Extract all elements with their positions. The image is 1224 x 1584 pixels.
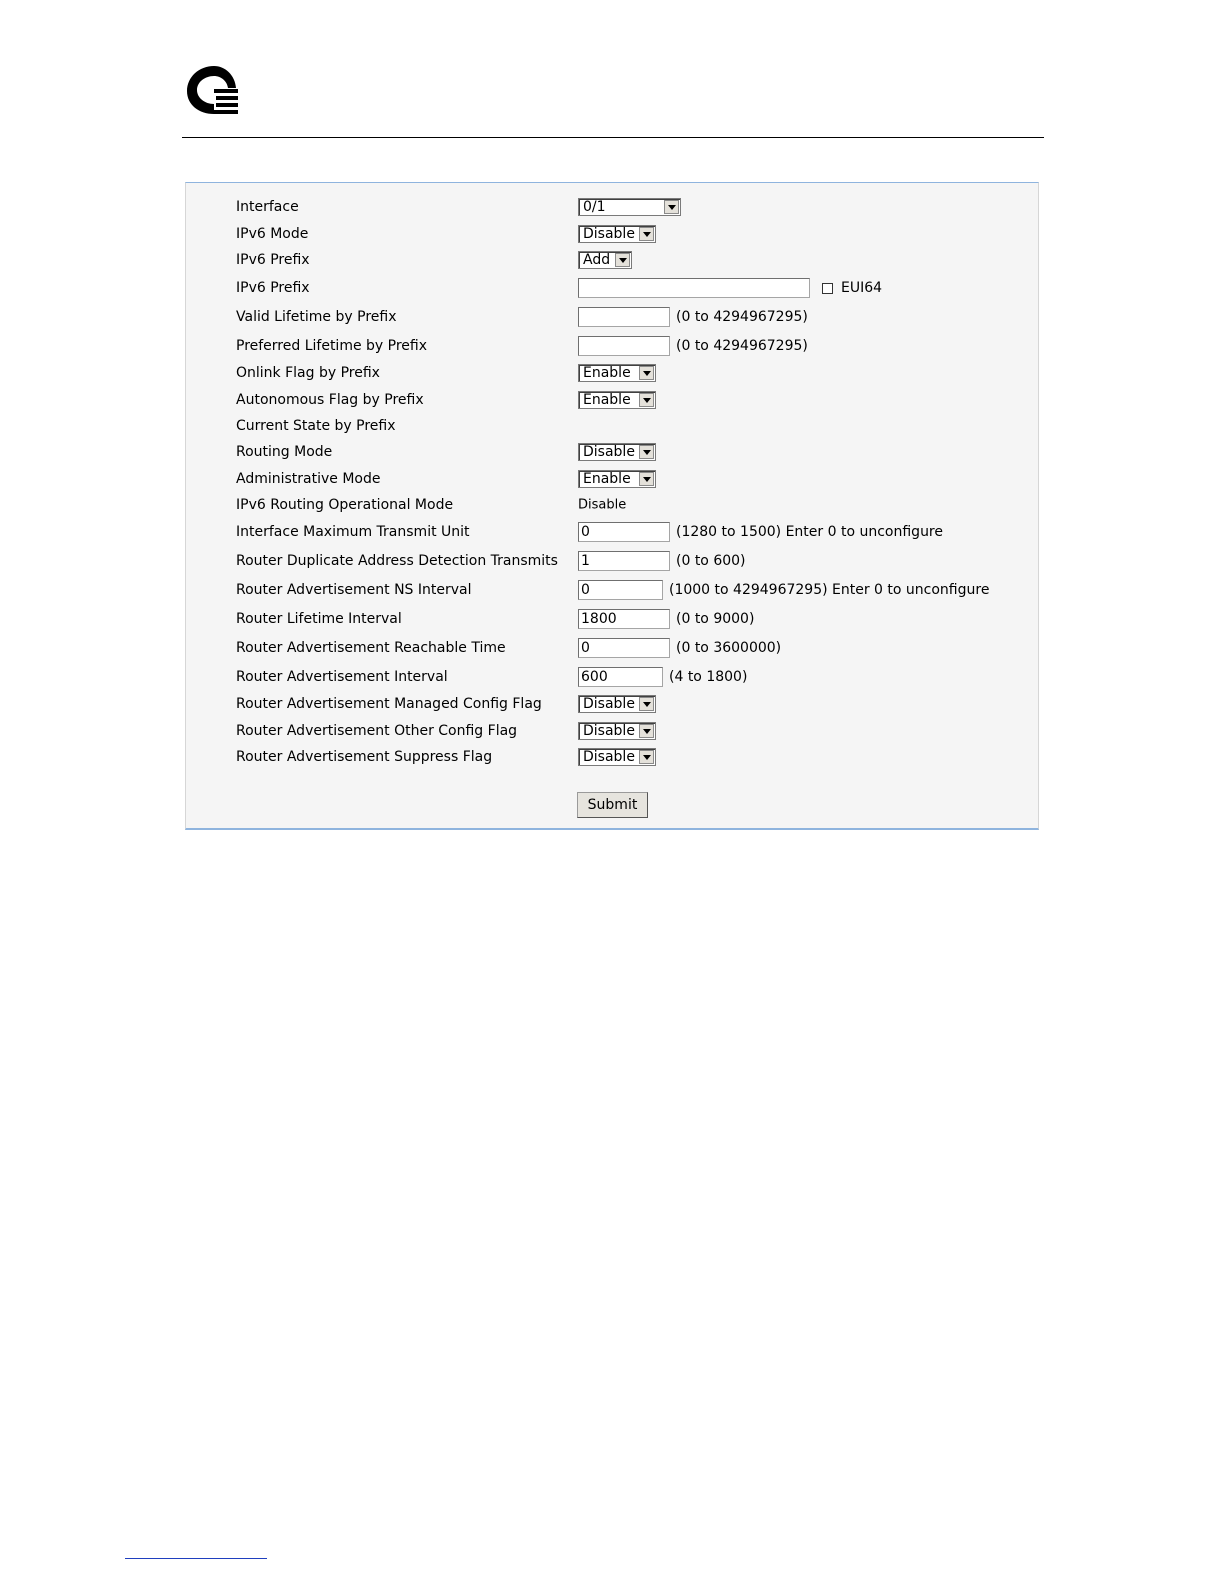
ra-interval-input[interactable] <box>578 667 663 687</box>
lifetime-interval-hint: (0 to 9000) <box>676 611 755 627</box>
reachable-time-hint: (0 to 3600000) <box>676 640 782 656</box>
chevron-down-icon[interactable] <box>639 445 654 459</box>
autonomous-flag-select[interactable] <box>578 391 656 409</box>
chevron-down-icon[interactable] <box>639 227 654 241</box>
row-preferred-lifetime <box>186 333 1038 359</box>
routing-mode-select[interactable] <box>578 443 656 461</box>
row-suppress-flag <box>186 744 1038 770</box>
managed-flag-label: Router Advertisement Managed Config Flag <box>236 696 542 712</box>
row-ipv6-prefix-action <box>186 247 1038 273</box>
routing-mode-select-value: Disable <box>583 444 635 460</box>
suppress-flag-select-value: Disable <box>583 749 635 765</box>
other-flag-label: Router Advertisement Other Config Flag <box>236 723 518 739</box>
row-operational-mode <box>186 492 1038 518</box>
preferred-lifetime-input[interactable] <box>578 336 670 356</box>
row-mtu <box>186 519 1038 545</box>
ipv6-prefix-input[interactable] <box>578 278 810 298</box>
ns-interval-input[interactable] <box>578 580 663 600</box>
admin-mode-label: Administrative Mode <box>236 471 381 487</box>
mtu-input[interactable] <box>578 522 670 542</box>
lifetime-interval-input[interactable] <box>578 609 670 629</box>
ipv6-mode-select-value: Disable <box>583 226 635 242</box>
reachable-time-input[interactable] <box>578 638 670 658</box>
header-divider <box>182 137 1044 138</box>
ra-interval-label: Router Advertisement Interval <box>236 669 448 685</box>
routing-mode-label: Routing Mode <box>236 444 333 460</box>
chevron-down-icon[interactable] <box>639 724 654 738</box>
other-flag-select[interactable] <box>578 722 656 740</box>
interface-select[interactable] <box>578 198 681 216</box>
row-other-flag <box>186 718 1038 744</box>
ipv6-prefix-action-select[interactable] <box>578 251 632 269</box>
admin-mode-select[interactable] <box>578 470 656 488</box>
row-onlink-flag <box>186 360 1038 386</box>
preferred-lifetime-label: Preferred Lifetime by Prefix <box>236 338 428 354</box>
interface-select-value: 0/1 <box>583 199 606 215</box>
ipv6-prefix-action-select-value: Add <box>583 252 611 268</box>
ipv6-mode-label: IPv6 Mode <box>236 226 309 242</box>
eui64-checkbox[interactable] <box>822 283 833 294</box>
row-current-state <box>186 413 1038 439</box>
operational-mode-label: IPv6 Routing Operational Mode <box>236 497 454 513</box>
ipv6-interface-config-form <box>185 182 1039 830</box>
autonomous-flag-label: Autonomous Flag by Prefix <box>236 392 424 408</box>
ipv6-prefix-action-label: IPv6 Prefix <box>236 252 310 268</box>
row-routing-mode <box>186 439 1038 465</box>
footer-link-underline <box>125 1558 267 1559</box>
ns-interval-label: Router Advertisement NS Interval <box>236 582 472 598</box>
chevron-down-icon[interactable] <box>639 393 654 407</box>
row-interface <box>186 194 1038 220</box>
row-autonomous-flag <box>186 387 1038 413</box>
managed-flag-select[interactable] <box>578 695 656 713</box>
reachable-time-label: Router Advertisement Reachable Time <box>236 640 506 656</box>
chevron-down-icon[interactable] <box>639 472 654 486</box>
dad-transmits-label: Router Duplicate Address Detection Transmits <box>236 553 558 569</box>
row-lifetime-interval <box>186 606 1038 632</box>
suppress-flag-label: Router Advertisement Suppress Flag <box>236 749 493 765</box>
preferred-lifetime-hint: (0 to 4294967295) <box>676 338 808 354</box>
current-state-label: Current State by Prefix <box>236 418 396 434</box>
row-admin-mode <box>186 466 1038 492</box>
mtu-hint: (1280 to 1500) Enter 0 to unconfigure <box>676 524 943 540</box>
onlink-flag-select[interactable] <box>578 364 656 382</box>
row-ra-interval <box>186 664 1038 690</box>
dad-transmits-input[interactable] <box>578 551 670 571</box>
row-valid-lifetime <box>186 304 1038 330</box>
row-managed-flag <box>186 691 1038 717</box>
dad-transmits-hint: (0 to 600) <box>676 553 746 569</box>
suppress-flag-select[interactable] <box>578 748 656 766</box>
company-logo-icon <box>184 62 242 118</box>
interface-label: Interface <box>236 199 299 215</box>
chevron-down-icon[interactable] <box>615 253 630 267</box>
ipv6-prefix-label: IPv6 Prefix <box>236 280 310 296</box>
other-flag-select-value: Disable <box>583 723 635 739</box>
row-ns-interval <box>186 577 1038 603</box>
valid-lifetime-label: Valid Lifetime by Prefix <box>236 309 397 325</box>
ipv6-mode-select[interactable] <box>578 225 656 243</box>
autonomous-flag-select-value: Enable <box>583 392 631 408</box>
submit-button[interactable]: Submit <box>577 792 648 818</box>
valid-lifetime-hint: (0 to 4294967295) <box>676 309 808 325</box>
chevron-down-icon[interactable] <box>639 750 654 764</box>
mtu-label: Interface Maximum Transmit Unit <box>236 524 470 540</box>
valid-lifetime-input[interactable] <box>578 307 670 327</box>
ra-interval-hint: (4 to 1800) <box>669 669 748 685</box>
lifetime-interval-label: Router Lifetime Interval <box>236 611 402 627</box>
row-ipv6-prefix <box>186 275 1038 301</box>
managed-flag-select-value: Disable <box>583 696 635 712</box>
onlink-flag-label: Onlink Flag by Prefix <box>236 365 380 381</box>
chevron-down-icon[interactable] <box>664 200 679 214</box>
onlink-flag-select-value: Enable <box>583 365 631 381</box>
row-ipv6-mode <box>186 221 1038 247</box>
row-dad-transmits <box>186 548 1038 574</box>
chevron-down-icon[interactable] <box>639 697 654 711</box>
admin-mode-select-value: Enable <box>583 471 631 487</box>
ns-interval-hint: (1000 to 4294967295) Enter 0 to unconfigure <box>669 582 990 598</box>
operational-mode-value: Disable <box>578 497 627 513</box>
row-reachable-time <box>186 635 1038 661</box>
chevron-down-icon[interactable] <box>639 366 654 380</box>
eui64-label: EUI64 <box>841 280 883 296</box>
